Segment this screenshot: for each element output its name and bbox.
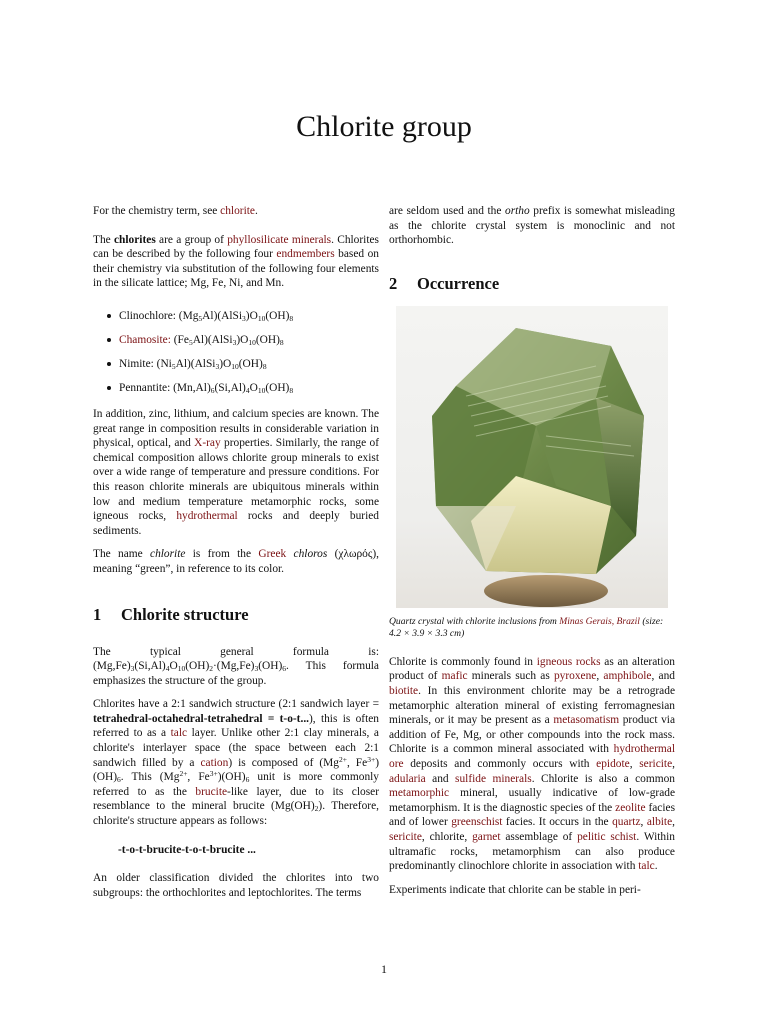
link-cation[interactable]: cation [200,756,229,769]
hatnote: For the chemistry term, see chlorite. [93,205,258,217]
link-metasomatism[interactable]: metasomatism [553,714,620,727]
list-item: Clinochlore: $(Mg_5Al)(AlSi_3)O_{10}(OH)_8$ [107,309,379,323]
experiments-paragraph: Experiments indicate that chlorite can be stable in peri- [389,883,641,896]
link-amphibole[interactable]: amphibole [603,670,652,683]
link-epidote[interactable]: epidote [596,757,630,770]
structure-formula-line: -t-o-t-brucite-t-o-t-brucite ... [118,843,256,856]
link-chlorite[interactable]: chlorite [220,205,255,217]
link-chamosite[interactable]: Chamosite: [119,333,171,346]
etymology-paragraph: The name chlorite is from the Greek chloros (χλωρός), meaning “green”, in reference to its color. [93,548,379,575]
page-number: 1 [381,962,387,976]
left-column [93,204,379,909]
link-endmembers[interactable]: endmembers [276,248,335,261]
link-biotite[interactable]: biotite [389,684,419,697]
structure-sandwich-paragraph: Chlorites have a 2:1 sandwich structure (2:1 sandwich layer = tetrahedral-octahedral-tetrahedral = t-o-t...), this is often referred to as a talc layer. Unlike other 2:1 clay minerals, a chlorite's interlayer space (the space between each 2:1 sandwich filled by a cation) is composed of ($Mg^{2+}$, $Fe^{3+})(OH)_6$. This ($Mg^{2+}$, $Fe^{3+})(OH)_6$ unit is more commonly referred to as the brucite-like layer, due to its closer resemblance to the mineral brucite $(Mg(OH)_2)$. Therefore, chlorite's structure appears as follows: [93,698,379,828]
page-title: Chlorite group [296,110,472,143]
list-item: Nimite: $(Ni_5Al)(AlSi_3)O_{10}(OH)_8$ [107,357,379,371]
quartz-chlorite-photo [396,306,668,608]
link-quartz[interactable]: quartz [612,816,641,829]
link-mafic[interactable]: mafic [441,670,468,683]
list-item: Pennantite: $(Mn,Al)_6(Si,Al)_4O_{10}(OH)_8$ [107,381,379,395]
figure-caption: Quartz crystal with chlorite inclusions from Minas Gerais, Brazil (size: 4.2 × 3.9 × 3.3 cm) [389,615,664,640]
section-heading-structure: 1 Chlorite structure [93,604,249,624]
link-talc-2[interactable]: talc [638,860,655,873]
link-greek[interactable]: Greek [258,548,287,561]
continuation-paragraph: are seldom used and the ortho prefix is somewhat misleading as the chlorite crystal system is monoclinic and not orthorhombic. [389,205,676,247]
link-x-ray[interactable]: X-ray [194,437,221,450]
link-greenschist[interactable]: greenschist [451,816,503,829]
link-minas-gerais[interactable]: Minas Gerais, Brazil [559,615,640,627]
link-metamorphic[interactable]: metamorphic [389,787,450,800]
link-adularia[interactable]: adularia [389,772,426,785]
link-ore[interactable]: ore [389,757,404,770]
link-sericite[interactable]: sericite [639,757,673,770]
link-talc[interactable]: talc [170,727,188,740]
list-item: Chamosite: $(Fe_5Al)(AlSi_3)O_{10}(OH)_8$ [107,333,379,347]
endmember-list [93,309,379,395]
crystal-image [396,306,668,608]
link-hydrothermal[interactable]: hydrothermal [176,510,238,523]
intro-paragraph: The chlorites are a group of phyllosilicate minerals. Chlorites can be described by the following four endmembers based on their chemistry via substitution of the following four elements in the silicate lattice; Mg, Fe, Ni, and Mn. [93,233,379,290]
link-sericite-2[interactable]: sericite [389,830,422,843]
link-phyllosilicate-minerals[interactable]: phyllosilicate minerals [227,233,332,246]
link-sulfide-minerals[interactable]: sulfide minerals [455,772,532,785]
link-igneous-rocks[interactable]: igneous rocks [536,655,601,668]
link-hydrothermal-2[interactable]: hydrothermal [613,743,675,756]
occurrence-paragraph: Chlorite is commonly found in igneous rocks as an alteration product of mafic minerals such as pyroxene, amphibole, and biotite. In this environment chlorite may be a retrograde metamorphic alteration mineral of existing ferromagnesian minerals, or it may be present as a metasomatism product via addition of Fe, Mg, or other compounds into the rock mass. Chlorite is a common mineral associated with hydrothermal ore deposits and commonly occurs with epidote, sericite, adularia and sulfide minerals. Chlorite is also a common metamorphic mineral, usually indicative of low-grade metamorphism. It is the diagnostic species of the zeolite facies and of lower greenschist facies. It occurs in the quartz, albite, sericite, chlorite, garnet assemblage of pelitic schist. Within ultramafic rocks, metamorphism can also produce predominantly clinochlore chlorite in association with talc. [389,655,676,873]
link-albite[interactable]: albite [646,816,673,829]
right-column [389,204,675,906]
link-brucite[interactable]: brucite [195,785,228,798]
structure-formula-paragraph: The typical general formula is: $(Mg,Fe)_3(Si,Al)_4O_{10}(OH)_2\cdot(Mg,Fe)_3(OH)_6$. This formula emphasizes the structure of the group. [93,645,379,687]
link-pyroxene[interactable]: pyroxene [553,670,597,683]
link-zeolite[interactable]: zeolite [615,801,646,814]
section-heading-occurrence: 2 Occurrence [389,273,500,293]
link-garnet[interactable]: garnet [472,830,501,843]
composition-paragraph: In addition, zinc, lithium, and calcium species are known. The great range in composition results in considerable variation in physical, optical, and X-ray properties. Similarly, the range of chemical composition allows chlorite group minerals to exist over a wide range of temperature and pressure conditions. For this reason chlorite minerals are ubiquitous minerals within low and medium temperature metamorphic rocks, some igneous rocks, hydrothermal rocks and deeply buried sediments. [93,407,380,537]
classification-paragraph: An older classification divided the chlorites into two subgroups: the orthochlorites and leptochlorites. The terms [93,872,379,899]
link-pelitic-schist[interactable]: pelitic schist [577,830,637,843]
